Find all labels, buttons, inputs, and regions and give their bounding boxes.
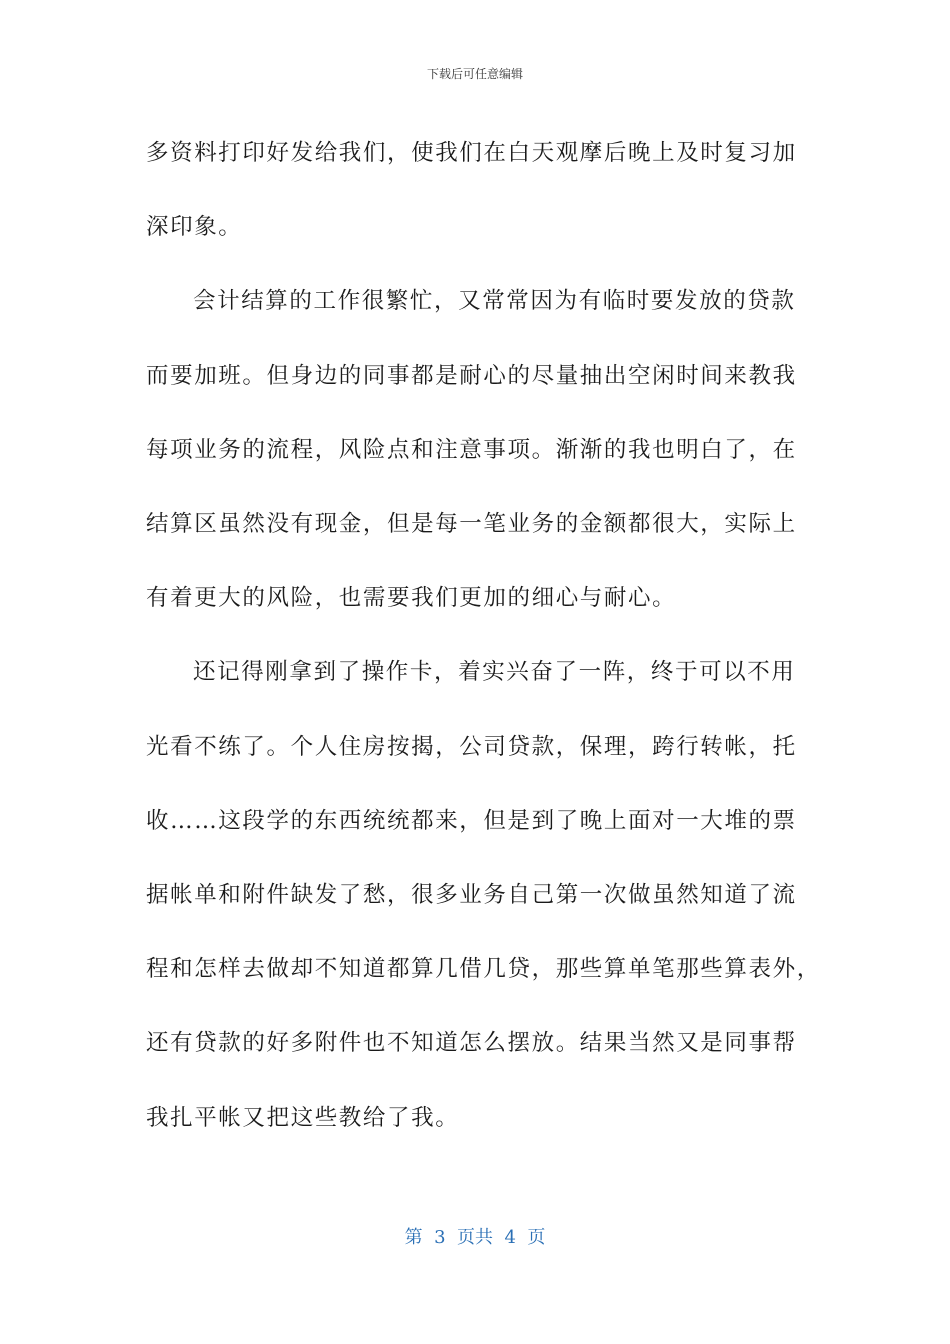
document-body bbox=[146, 116, 821, 1155]
text-line: 多资料打印好发给我们，使我们在白天观摩后晚上及时复习加 bbox=[146, 140, 797, 166]
text-line: 还记得刚拿到了操作卡，着实兴奋了一阵，终于可以不用 bbox=[193, 659, 796, 686]
paragraph-1 bbox=[146, 116, 806, 264]
text-line: 收……这段学的东西统统都来，但是到了晚上面对一大堆的票 bbox=[146, 807, 797, 834]
text-line: 据帐单和附件缺发了愁，很多业务自己第一次做虽然知道了流 bbox=[146, 882, 797, 909]
text-line: 光看不练了。个人住房按揭，公司贷款，保理，跨行转帐，托 bbox=[146, 733, 797, 760]
paragraph-3 bbox=[146, 635, 821, 1154]
text-line: 每项业务的流程，风险点和注意事项。渐渐的我也明白了，在 bbox=[146, 436, 797, 463]
text-line: 结算区虽然没有现金，但是每一笔业务的金额都很大，实际上 bbox=[146, 511, 797, 538]
page-header: 下载后可任意编辑 bbox=[426, 67, 523, 81]
text-line: 有着更大的风险，也需要我们更加的细心与耐心。 bbox=[146, 585, 677, 612]
text-line: 深印象。 bbox=[146, 214, 243, 241]
paragraph-2 bbox=[146, 264, 806, 635]
page-number-footer: 第 3 页共 4 页 bbox=[404, 1227, 546, 1248]
text-line: 会计结算的工作很繁忙，又常常因为有临时要发放的贷款 bbox=[193, 288, 796, 315]
text-line: 程和怎样去做却不知道都算几借几贷，那些算单笔那些算表外， bbox=[146, 956, 821, 983]
text-line: 而要加班。但身边的同事都是耐心的尽量抽出空闲时间来教我 bbox=[146, 362, 797, 389]
text-line: 我扎平帐又把这些教给了我。 bbox=[146, 1104, 460, 1131]
text-line: 还有贷款的好多附件也不知道怎么摆放。结果当然又是同事帮 bbox=[146, 1030, 797, 1057]
